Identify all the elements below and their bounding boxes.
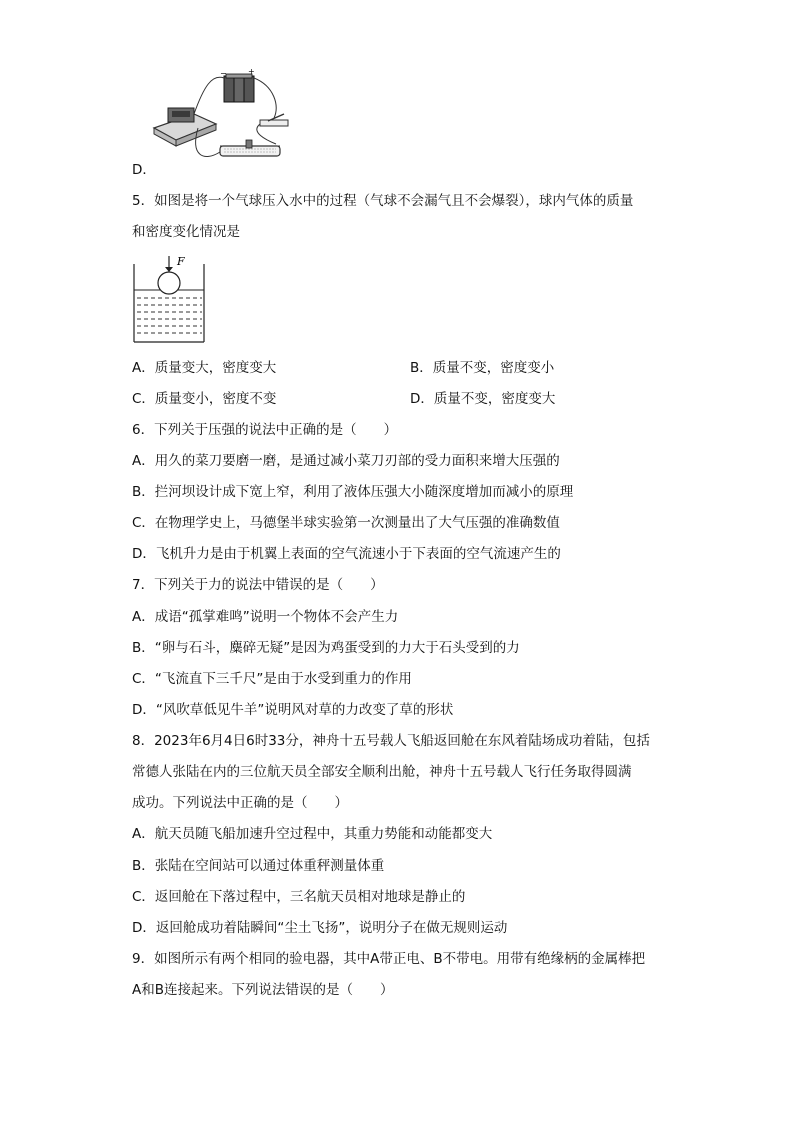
q6-option-a: A．用久的菜刀要磨一磨，是通过减小菜刀刃部的受力面积来增大压强的 [132,453,560,469]
q6-stem: 6．下列关于压强的说法中正确的是（ ） [132,422,398,438]
q5-option-b: B．质量不变，密度变小 [410,360,555,376]
svg-text:−: − [220,69,227,78]
q7-option-c: C．“飞流直下三千尺”是由于水受到重力的作用 [132,671,412,687]
q5-option-a: A．质量变大，密度变大 [132,360,277,376]
q9-stem-line1: 9．如图所示有两个相同的验电器，其中A带正电、B不带电。用带有绝缘柄的金属棒把 [132,951,646,967]
balloon-water-figure [132,254,208,346]
q8-option-a: A．航天员随飞船加速升空过程中，其重力势能和动能都变大 [132,826,493,842]
q6-option-d: D．飞机升力是由于机翼上表面的空气流速小于下表面的空气流速产生的 [132,546,561,562]
q6-option-c: C．在物理学史上，马德堡半球实验第一次测量出了大气压强的准确数值 [132,515,560,531]
q8-option-c: C．返回舱在下落过程中，三名航天员相对地球是静止的 [132,889,466,905]
q9-stem-line2: A和B连接起来。下列说法错误的是（ ） [132,982,394,998]
q7-option-d: D．“风吹草低见牛羊”说明风对草的力改变了草的形状 [132,702,454,718]
q5-option-c: C．质量变小，密度不变 [132,391,277,407]
q8-stem-line3: 成功。下列说法中正确的是（ ） [132,795,348,811]
q6-option-b: B．拦河坝设计成下宽上窄，利用了液体压强大小随深度增加而减小的原理 [132,484,574,500]
q8-stem-line1: 8．2023年6月4日6时33分，神舟十五号载人飞船返回舱在东风着陆场成功着陆，包括 [132,733,650,749]
q8-stem-line2: 常德人张陆在内的三位航天员全部安全顺利出舱，神舟十五号载人飞行任务取得圆满 [132,764,632,780]
q7-option-b: B．“卵与石斗，麋碎无疑”是因为鸡蛋受到的力大于石头受到的力 [132,640,520,656]
q5-option-d: D．质量不变，密度变大 [410,391,556,407]
q7-stem: 7．下列关于力的说法中错误的是（ ） [132,577,384,593]
q7-option-a: A．成语“孤掌难鸣”说明一个物体不会产生力 [132,609,399,625]
q5-stem-line1: 5．如图是将一个气球压入水中的过程（气球不会漏气且不会爆裂），球内气体的质量 [132,193,634,209]
svg-text:+: + [248,67,255,76]
q8-option-b: B．张陆在空间站可以通过体重秤测量体重 [132,858,385,874]
force-label: F [177,255,185,268]
circuit-figure [150,66,310,166]
q8-option-d: D．返回舱成功着陆瞬间“尘土飞扬”，说明分子在做无规则运动 [132,920,508,936]
q4-option-d: D． [132,162,156,178]
q5-stem-line2: 和密度变化情况是 [132,224,240,240]
